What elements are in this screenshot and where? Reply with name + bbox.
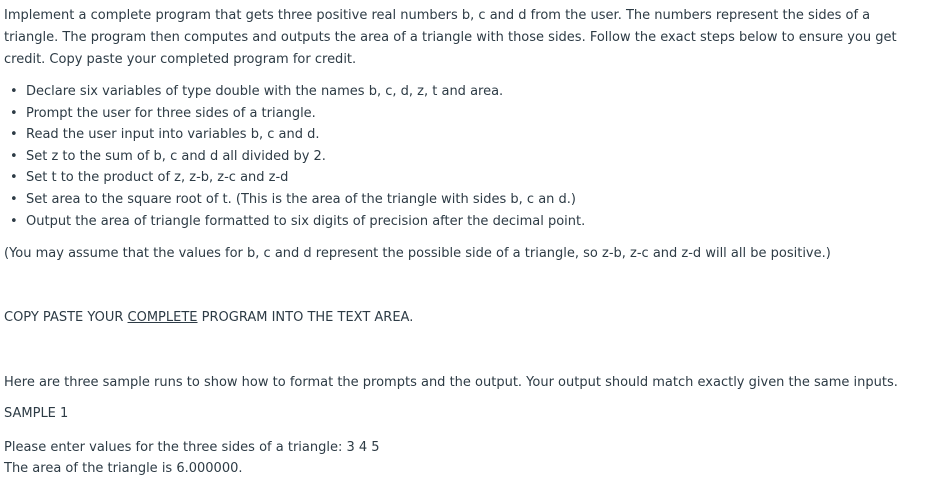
bullet-icon: • <box>10 105 18 121</box>
bullet-icon: • <box>10 191 18 207</box>
intro-paragraph: Implement a complete program that gets three positive real numbers b, c and d from the user. The numbers represent the sides of a triangle. The program then computes and outputs the area of a triangle with those sides. Follow the exact steps below to ensure you get credit. Copy paste your completed program for credit. <box>4 8 897 67</box>
copy-instruction-emphasis: COMPLETE <box>127 310 198 325</box>
step-text: Set area to the square root of t. (This is the area of the triangle with sides b, c an d.) <box>26 191 576 207</box>
list-item <box>8 189 585 211</box>
list-item <box>8 167 585 189</box>
bullet-icon: • <box>10 84 18 99</box>
list-item <box>8 103 585 125</box>
sample-prompt-line: Please enter values for the three sides of a triangle: 3 4 5 <box>4 440 380 455</box>
steps-list <box>8 81 585 232</box>
step-text: Prompt the user for three sides of a triangle. <box>26 105 316 121</box>
list-item <box>8 81 585 103</box>
list-item <box>8 124 585 146</box>
copy-instruction <box>4 308 413 328</box>
list-item <box>8 146 585 168</box>
assumption-note: (You may assume that the values for b, c and d represent the possible side of a triangle, so z-b, z-c and z-d will all be positive.) <box>4 246 831 261</box>
step-text: Output the area of triangle formatted to six digits of precision after the decimal point. <box>26 213 586 229</box>
step-text: Set z to the sum of b, c and d all divided by 2. <box>26 148 326 164</box>
list-item <box>8 211 585 233</box>
copy-instruction-before: COPY PASTE YOUR <box>4 310 128 325</box>
sample-output-line: The area of the triangle is 6.000000. <box>4 461 243 476</box>
bullet-icon: • <box>10 213 18 229</box>
step-text: Read the user input into variables b, c and d. <box>26 127 320 143</box>
bullet-icon: • <box>10 170 18 186</box>
step-text: Set t to the product of z, z-b, z-c and z-d <box>26 170 289 186</box>
copy-instruction-after: PROGRAM INTO THE TEXT AREA. <box>197 310 414 325</box>
bullet-icon: • <box>10 148 18 164</box>
bullet-icon: • <box>10 127 18 143</box>
sample-intro: Here are three sample runs to show how to format the prompts and the output. Your output should match exactly given the same inputs. <box>4 375 898 390</box>
step-text: Declare six variables of type double with the names b, c, d, z, t and area. <box>26 84 504 99</box>
sample-heading: SAMPLE 1 <box>4 406 69 421</box>
